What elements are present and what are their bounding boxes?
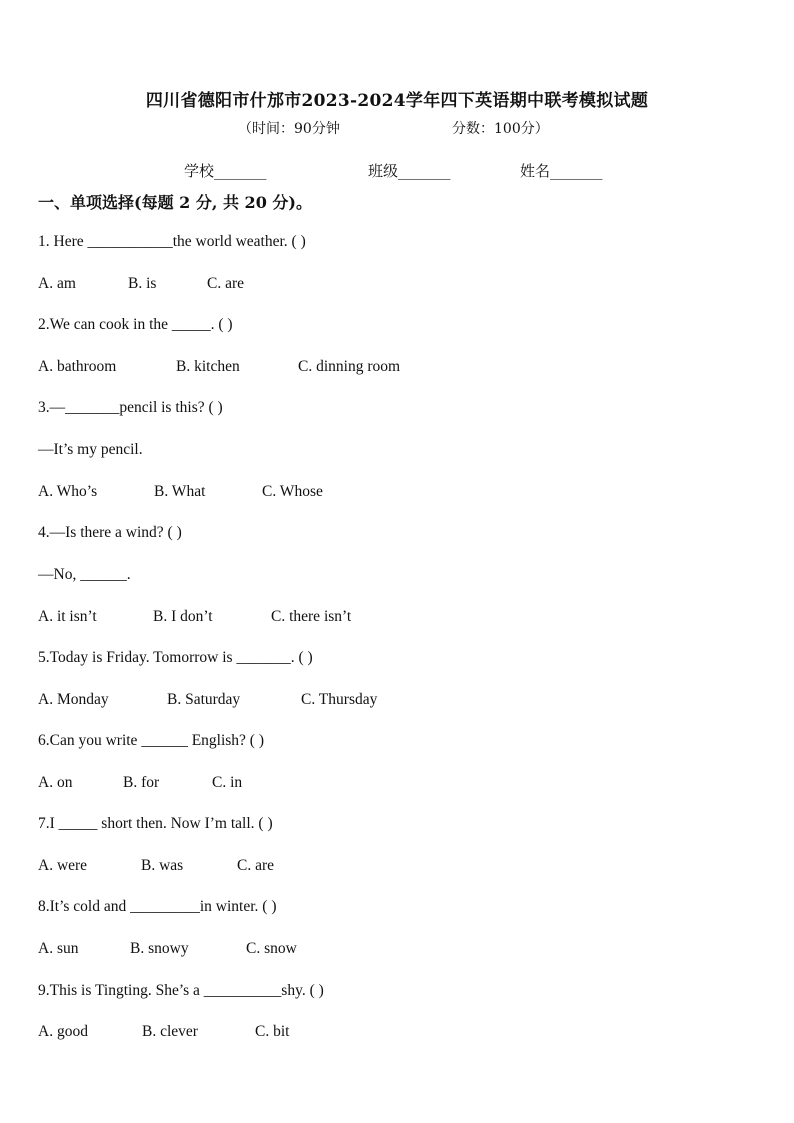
name-field: 姓名_______ [520,162,603,180]
question-stem: 8.It’s cold and _________in winter. ( ) [38,898,277,915]
question-stem: 6.Can you write ______ English? ( ) [38,732,265,749]
question-stem: 2.We can cook in the _____. ( ) [38,316,233,333]
question-stem: 3.—_______pencil is this? ( ) [38,399,223,416]
option-c: C. Thursday [301,691,378,708]
question-stem: 7.I _____ short then. Now I’m tall. ( ) [38,815,273,832]
option-a: A. bathroom [38,358,117,375]
option-a: A. Who’s [38,483,98,500]
option-c: C. Whose [262,483,323,500]
school-field: 学校_______ [184,162,267,180]
exam-score: 分数：100分） [452,121,549,137]
question-stem: 4.—Is there a wind? ( ) [38,524,182,541]
option-b: B. for [123,774,160,791]
question-dialogue: —No, ______. [38,566,131,583]
option-c: C. are [237,857,275,874]
option-b: B. is [128,275,157,292]
option-c: C. are [207,275,245,292]
option-b: B. I don’t [153,608,213,625]
option-c: C. there isn’t [271,608,352,625]
option-a: A. on [38,774,73,791]
question-stem: 9.This is Tingting. She’s a __________shy. ( ) [38,982,324,999]
option-c: C. snow [246,940,297,957]
option-c: C. dinning room [298,358,401,375]
class-field: 班级_______ [368,162,451,180]
exam-title: 四川省德阳市什邡市2023-2024学年四下英语期中联考模拟试题 [145,91,649,111]
option-c: C. bit [255,1023,290,1040]
question-stem: 1. Here ___________the world weather. ( ) [38,233,306,250]
option-b: B. clever [142,1023,198,1040]
question-dialogue: —It’s my pencil. [38,441,143,458]
option-a: A. it isn’t [38,608,97,625]
option-a: A. sun [38,940,79,957]
option-b: B. kitchen [176,358,240,375]
option-a: A. were [38,857,88,874]
option-a: A. am [38,275,76,292]
question-stem: 5.Today is Friday. Tomorrow is _______. ( ) [38,649,313,666]
exam-time: （时间：90分钟 [238,121,340,137]
section-heading: 一、单项选择(每题 2 分, 共 20 分)。 [38,193,312,212]
option-b: B. What [154,483,206,500]
option-b: B. snowy [130,940,189,957]
option-b: B. Saturday [167,691,241,708]
option-c: C. in [212,774,243,791]
option-a: A. good [38,1023,88,1040]
option-b: B. was [141,857,184,874]
option-a: A. Monday [38,691,109,708]
